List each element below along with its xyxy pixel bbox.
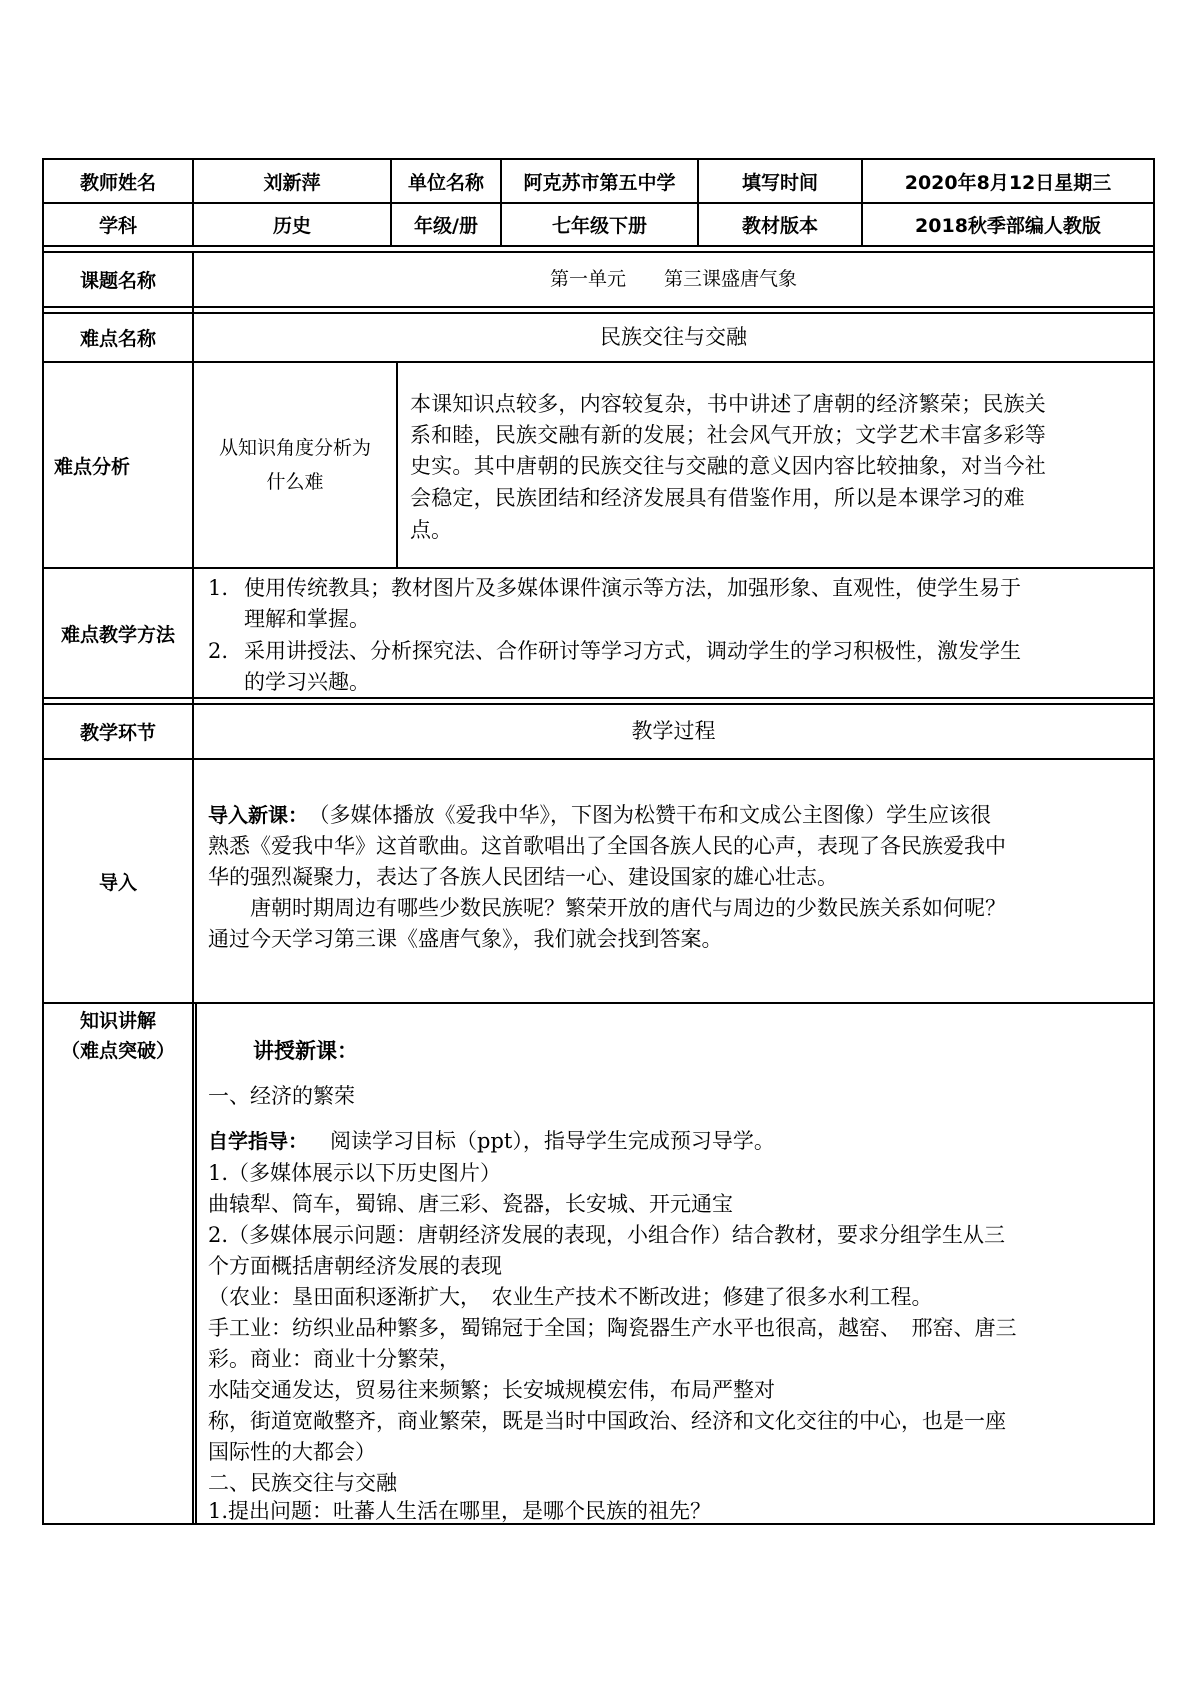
method-item: 理解和掌握。 (244, 607, 370, 631)
subject-label: 学科 (98, 215, 137, 237)
topic-label: 课题名称 (79, 270, 156, 292)
method-item-number: 2. (208, 639, 229, 663)
teacher-name-label: 教师姓名 (79, 171, 156, 194)
self-study-line (208, 1126, 775, 1157)
intro-line: 唐朝时期周边有哪些少数民族呢？繁荣开放的唐代与周边的少数民族关系如何呢？ (208, 896, 1006, 920)
analysis-line: 点。 (410, 518, 452, 542)
edition: 2018秋季部编人教版 (915, 215, 1101, 237)
teacher-name: 刘新萍 (263, 171, 321, 194)
difficulty-value: 民族交往与交融 (600, 325, 747, 349)
knowledge-line: 个方面概括唐朝经济发展的表现 (208, 1254, 502, 1278)
rule (42, 245, 1155, 247)
fill-date-label: 填写时间 (741, 171, 818, 194)
analysis-line: 系和睦，民族交融有新的发展；社会风气开放；文学艺术丰富多彩等 (410, 423, 1046, 447)
section-heading: 一、经济的繁荣 (208, 1084, 355, 1108)
knowledge-line: （农业：垦田面积逐渐扩大， 农业生产技术不断改进；修建了很多水利工程。 (208, 1285, 933, 1309)
topic-value: 第一单元 第三课盛唐气象 (549, 268, 797, 290)
knowledge-line: 国际性的大都会） (208, 1440, 376, 1464)
analysis-sub-label-line: 什么难 (266, 471, 324, 493)
knowledge-line: 1.提出问题：吐蕃人生活在哪里，是哪个民族的祖先？ (208, 1499, 712, 1523)
fill-date: 2020年8月12日星期三 (904, 171, 1112, 194)
knowledge-line: 2.（多媒体展示问题：唐朝经济发展的表现，小组合作）结合教材，要求分组学生从三 (208, 1223, 1006, 1247)
difficulty-label: 难点名称 (79, 328, 156, 350)
self-study-lead: 自学指导： (208, 1129, 308, 1153)
method-item: 使用传统教具；教材图片及多媒体课件演示等方法，加强形象、直观性，使学生易于 (244, 576, 1021, 600)
knowledge-line: 二、民族交往与交融 (208, 1471, 397, 1495)
intro-line: 华的强烈凝聚力，表达了各族人民团结一心、建设国家的雄心壮志。 (208, 865, 838, 889)
rule (42, 306, 1155, 308)
knowledge-line: 曲辕犁、筒车，蜀锦、唐三彩、瓷器，长安城、开元通宝 (208, 1192, 733, 1216)
method-item-number: 1. (208, 576, 229, 600)
intro-line: 通过今天学习第三课《盛唐气象》，我们就会找到答案。 (208, 927, 723, 951)
knowledge-line: 称，街道宽敞整齐，商业繁荣，既是当时中国政治、经济和文化交往的中心，也是一座 (208, 1409, 1006, 1433)
knowledge-label-line: （难点突破） (60, 1040, 175, 1062)
col-rule (195, 1002, 197, 1525)
grade-label: 年级/册 (414, 215, 478, 237)
analysis-sub-label (194, 363, 396, 567)
analysis-sub-label-line: 从知识角度分析为 (218, 437, 371, 459)
unit-name: 阿克苏市第五中学 (523, 171, 676, 194)
method-item: 的学习兴趣。 (244, 670, 370, 694)
process-value: 教学过程 (631, 719, 716, 743)
knowledge-heading: 讲授新课： (253, 1039, 358, 1063)
subject: 历史 (272, 215, 311, 237)
knowledge-line: 彩。商业：商业十分繁荣， (208, 1347, 460, 1371)
knowledge-line: 1.（多媒体展示以下历史图片） (208, 1161, 502, 1185)
border-right (1153, 158, 1155, 1525)
rule (42, 758, 1155, 760)
method-item: 采用讲授法、分析探究法、合作研讨等学习方式，调动学生的学习积极性，激发学生 (244, 639, 1021, 663)
process-label: 教学环节 (79, 722, 156, 744)
grade: 七年级下册 (551, 215, 647, 237)
edition-label: 教材版本 (741, 215, 818, 237)
intro-line-rest: （多媒体播放《爱我中华》，下图为松赞干布和文成公主图像）学生应该很 (298, 803, 991, 827)
rule (42, 1002, 1155, 1004)
self-study-rest: 阅读学习目标（ppt），指导学生完成预习导学。 (330, 1129, 775, 1153)
rule (42, 697, 1155, 699)
knowledge-line: 水陆交通发达，贸易往来频繁；长安城规模宏伟，布局严整对 (208, 1378, 775, 1402)
knowledge-line: 手工业：纺织业品种繁多，蜀锦冠于全国；陶瓷器生产水平也很高，越窑、 邢窑、唐三 (208, 1316, 1017, 1340)
analysis-line: 史实。其中唐朝的民族交往与交融的意义因内容比较抽象，对当今社 (410, 454, 1046, 478)
analysis-line: 会稳定，民族团结和经济发展具有借鉴作用，所以是本课学习的难 (410, 486, 1025, 510)
intro-lead: 导入新课： (208, 803, 298, 827)
unit-name-label: 单位名称 (407, 171, 484, 194)
analysis-line: 本课知识点较多，内容较复杂，书中讲述了唐朝的经济繁荣；民族关 (410, 392, 1046, 416)
knowledge-label-line: 知识讲解 (79, 1010, 156, 1032)
col-rule (396, 361, 398, 569)
knowledge-label (44, 1004, 192, 1066)
intro-line (208, 800, 991, 831)
intro-line: 熟悉《爱我中华》这首歌曲。这首歌唱出了全国各族人民的心声，表现了各民族爱我中 (208, 834, 1006, 858)
rule (42, 567, 1155, 569)
analysis-label: 难点分析 (54, 455, 131, 478)
method-label: 难点教学方法 (60, 623, 175, 646)
intro-label: 导入 (98, 871, 137, 894)
